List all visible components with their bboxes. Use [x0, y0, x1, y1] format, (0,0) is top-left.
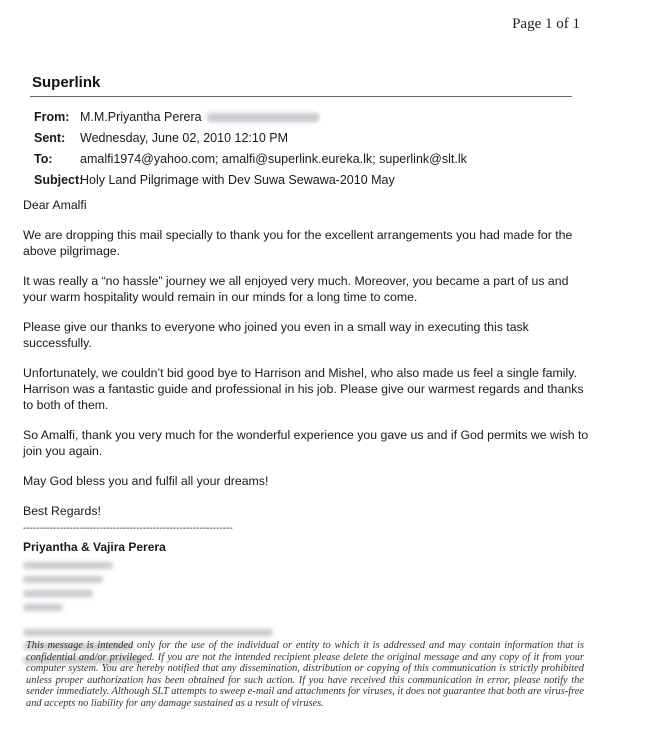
from-name: M.M.Priyantha Perera	[80, 109, 202, 124]
closing: Best Regards!	[23, 504, 101, 518]
greeting: Dear Amalfi	[23, 198, 87, 212]
sent-row	[34, 127, 467, 148]
from-row	[34, 106, 467, 127]
header-rule	[30, 96, 572, 97]
to-row	[34, 148, 467, 169]
paragraph-blessing: May God bless you and fulfil all your dreams!	[23, 474, 269, 488]
signature-name: Priyantha & Vajira Perera	[23, 540, 166, 554]
subject-row	[34, 169, 467, 190]
from-label: From:	[34, 109, 70, 124]
legal-disclaimer: This message is intended only for the use of the individual or entity to which it is addressed and may contain information that is confidential and/or privileged. If you are not the intended recipient please delete the original message and any copy of it from your computer system. You are hereby notified that any dissemination, distribution or copying of this communication is strictly prohibited unless proper authorization has been obtained for such action. If you have received this communication in error, please notify the sender immediately. Although SLT attempts to sweep e-mail and attachments for viruses, it does not guarantee that both are virus-free and accepts no liability for any damage sustained as a result of viruses.	[26, 640, 584, 709]
redacted-line	[23, 590, 93, 597]
to-value: amalfi1974@yahoo.com; amalfi@superlink.eureka.lk; superlink@slt.lk	[80, 151, 467, 166]
paragraph-guides: Unfortunately, we couldn’t bid good bye to Harrison and Mishel, who also made us feel a single family. Harrison was a fantastic guide and professional in his job. Please give our warmest regards and thanks to both of them.	[23, 366, 584, 412]
redacted-address	[23, 562, 593, 611]
paragraph-thanks: We are dropping this mail specially to thank you for the excellent arrangements you had made for the above pilgrimage.	[23, 228, 573, 258]
paragraph-experience: So Amalfi, thank you very much for the wonderful experience you gave us and if God permits we wish to join you again.	[23, 428, 589, 458]
email-header	[34, 106, 467, 190]
company-title: Superlink	[32, 74, 101, 91]
subject-value: Holy Land Pilgrimage with Dev Suwa Sewawa-2010 May	[80, 172, 395, 187]
redacted-line	[23, 562, 113, 569]
to-label: To:	[34, 151, 53, 166]
sent-label: Sent:	[34, 130, 66, 145]
from-value	[80, 110, 319, 124]
redacted-line	[23, 629, 273, 636]
signature-divider: ---------------------------------------------------------------	[23, 523, 233, 534]
email-body	[23, 197, 593, 671]
subject-label: Subject:	[34, 172, 84, 187]
redacted-email	[207, 113, 319, 122]
redacted-line	[23, 604, 63, 611]
page-number: Page 1 of 1	[512, 16, 580, 32]
sent-value: Wednesday, June 02, 2010 12:10 PM	[80, 130, 289, 145]
paragraph-journey: It was really a “no hassle” journey we all enjoyed very much. Moreover, you became a part of us and your warm hospitality would remain in our minds for a long time to come.	[23, 274, 569, 304]
paragraph-everyone: Please give our thanks to everyone who joined you even in a small way in executing this task successfully.	[23, 320, 529, 350]
redacted-line	[23, 576, 103, 583]
